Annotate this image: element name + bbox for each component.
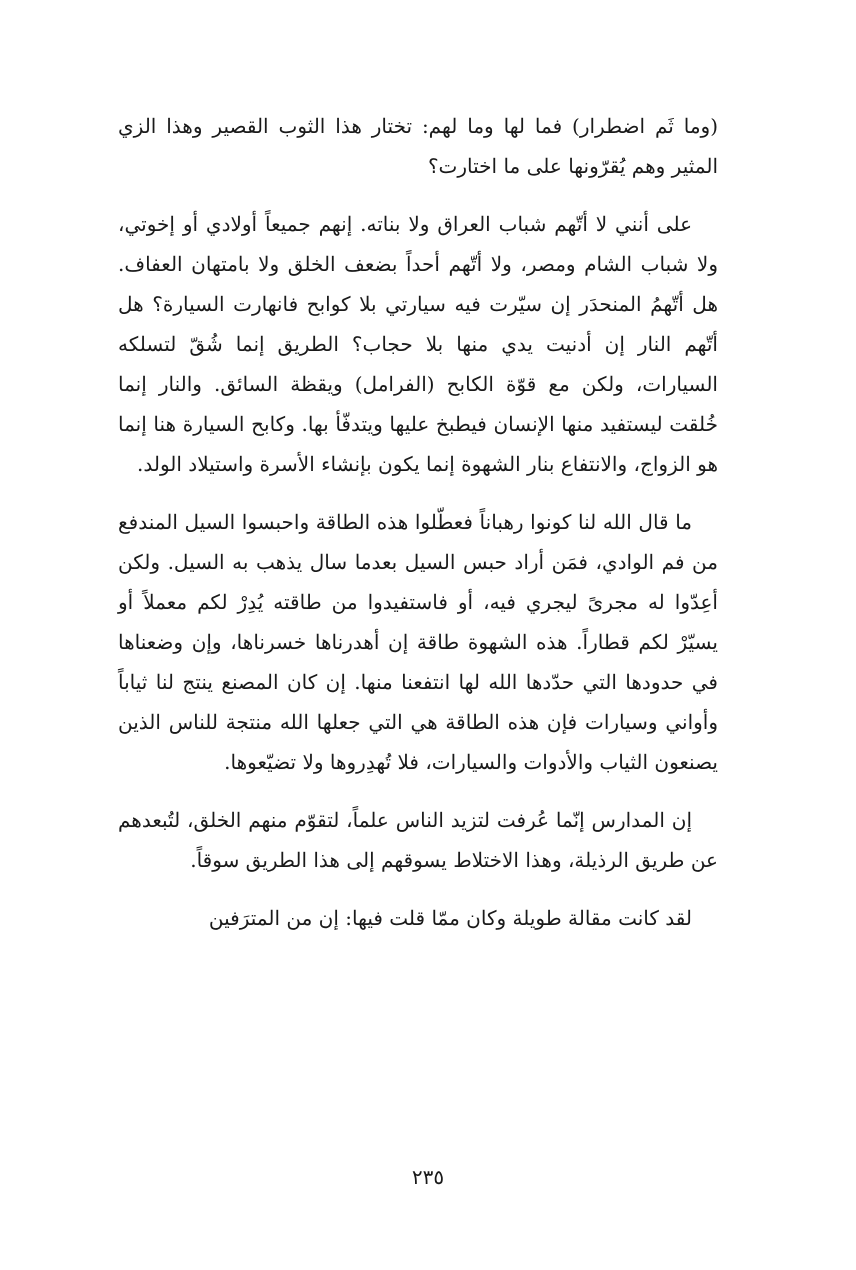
body-text — [118, 106, 718, 956]
paragraph-4: إن المدارس إنّما عُرفت لتزيد الناس علماً، لتقوّم منهم الخلق، لتُبعدهم عن طريق الرذيلة، وهذا الاختلاط يسوقهم إلى هذا الطريق سوقاً. — [118, 808, 718, 872]
paragraph-5: لقد كانت مقالة طويلة وكان ممّا قلت فيها: إن من المترَفين — [208, 906, 692, 930]
page-number: ٢٣٥ — [411, 1165, 445, 1189]
paragraph-1: (وما ثَم اضطرار) فما لها وما لهم: تختار هذا الثوب القصير وهذا الزي المثير وهم يُقرّونها على ما اختارت؟ — [118, 114, 718, 178]
paragraph-3: ما قال الله لنا كونوا رهباناً فعطّلوا هذه الطاقة واحبسوا السيل المندفع من فم الوادي، فمَن أراد حبس السيل بعدما سال يذهب به السيل. ولكن أعِدّوا له مجرىً ليجري فيه، أو فاستفيدوا من طاقته يُدِرْ لكم معملاً أو يسيّرْ لكم قطاراً. هذه الشهوة طاقة إن أهدرناها خسرناها، وإن وضعناها في حدودها التي حدّدها الله لها انتفعنا منها. إن كان المصنع ينتج لنا ثياباً وأواني وسيارات فإن هذه الطاقة هي التي جعلها الله منتجة للناس الذين يصنعون الثياب والأدوات والسيارات، فلا تُهدِروها ولا تضيّعوها. — [118, 510, 718, 774]
paragraph-2: على أنني لا أتّهم شباب العراق ولا بناته. إنهم جميعاً أولادي أو إخوتي، ولا شباب الشام ومصر، ولا أتّهم أحداً بضعف الخلق ولا بامتهان العفاف. هل أتّهمُ المنحدَر إن سيّرت فيه سيارتي بلا كوابح فانهارت السيارة؟ هل أتّهم النار إن أدنيت يدي منها بلا حجاب؟ الطريق إنما شُقّ لتسلكه السيارات، ولكن مع قوّة الكابح (الفرامل) ويقظة السائق. والنار إنما خُلقت ليستفيد منها الإنسان فيطبخ عليها ويتدفّأ بها. وكابح السيارة هنا إنما هو الزواج، والانتفاع بنار الشهوة إنما يكون بإنشاء الأسرة واستيلاد الولد. — [118, 212, 718, 476]
